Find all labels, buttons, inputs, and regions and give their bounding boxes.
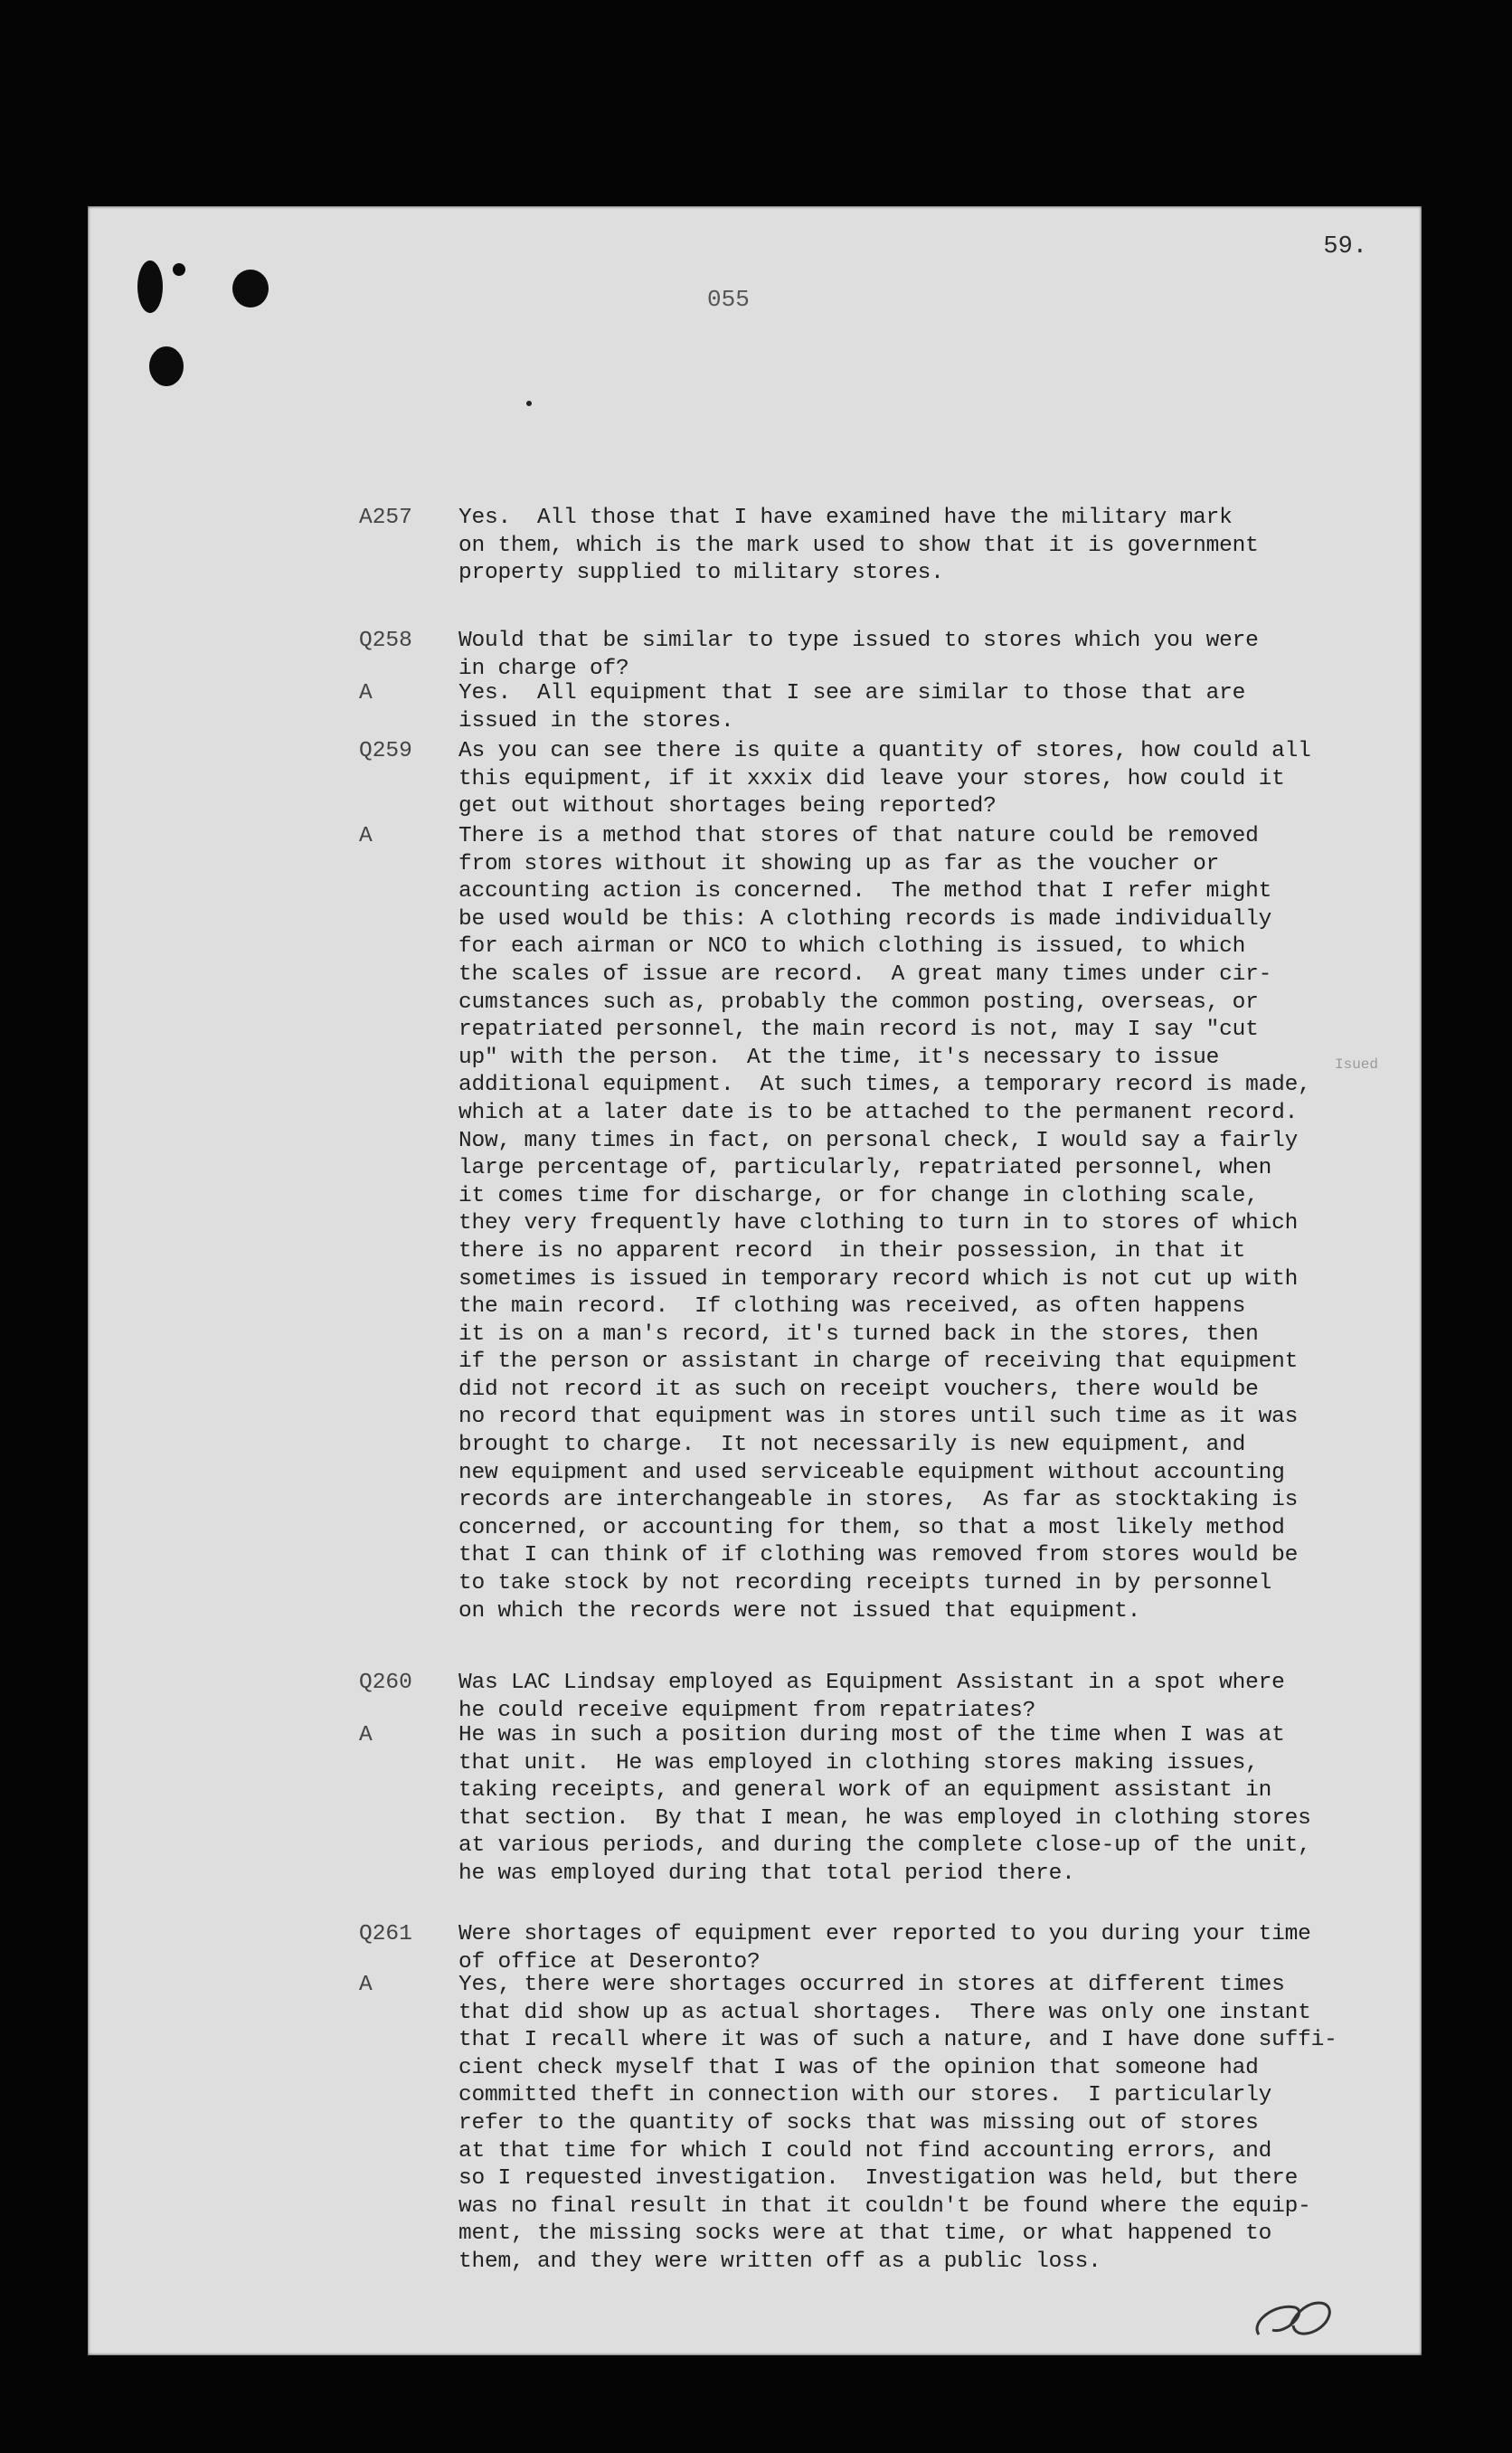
- text-line: on them, which is the mark used to show that it is government: [458, 533, 1259, 558]
- entry-text: [458, 1670, 1399, 1725]
- text-line: property supplied to military stores.: [458, 561, 944, 586]
- entry-text: [458, 680, 1399, 735]
- entry-label: A: [359, 1973, 373, 1997]
- text-line: the main record. If clothing was received, as often happens: [458, 1294, 1246, 1320]
- document-page: [88, 206, 1422, 2355]
- text-line: that I recall where it was of such a nature, and I have done suffi-: [458, 2028, 1337, 2053]
- text-line: Yes. All those that I have examined have the military mark: [458, 506, 1233, 530]
- entry-label: Q261: [359, 1922, 412, 1946]
- text-line: at that time for which I could not find accounting errors, and: [458, 2138, 1272, 2164]
- entry-label: Q260: [359, 1671, 412, 1695]
- text-line: that I can think of if clothing was removed from stores would be: [458, 1543, 1299, 1568]
- text-line: committed theft in connection with our stores. I particularly: [458, 2083, 1272, 2108]
- initials-signature-icon: [1241, 2285, 1349, 2348]
- entry-text: [458, 1921, 1399, 1976]
- text-line: on which the records were not issued that equipment.: [458, 1598, 1141, 1624]
- entry-label: Q258: [359, 629, 412, 653]
- text-line: in charge of?: [458, 656, 629, 681]
- text-line: As you can see there is quite a quantity of stores, how could all: [458, 739, 1311, 763]
- text-line: Would that be similar to type issued to stores which you were: [458, 629, 1259, 653]
- text-line: was no final result in that it couldn't be found where the equip-: [458, 2193, 1311, 2219]
- text-line: He was in such a position during most of the time when I was at: [458, 1723, 1285, 1747]
- text-line: issued in the stores.: [458, 708, 734, 734]
- text-line: did not record it as such on receipt vouchers, there would be: [458, 1377, 1259, 1402]
- text-line: that section. By that I mean, he was employed in clothing stores: [458, 1805, 1311, 1831]
- text-line: no record that equipment was in stores until such time as it was: [458, 1405, 1299, 1430]
- page-number: 59.: [1323, 233, 1367, 260]
- entry-label: A: [359, 681, 373, 706]
- ink-speck: [526, 401, 532, 406]
- text-line: Were shortages of equipment ever reported to you during your time: [458, 1922, 1311, 1946]
- text-line: Yes, there were shortages occurred in stores at different times: [458, 1973, 1285, 1997]
- text-line: There is a method that stores of that nature could be removed: [458, 824, 1259, 848]
- text-line: from stores without it showing up as far as the voucher or: [458, 851, 1220, 876]
- text-line: them, and they were written off as a public loss.: [458, 2249, 1101, 2274]
- entry-label: A: [359, 824, 373, 848]
- punch-hole-mark: [173, 263, 185, 276]
- document-number-stamp: 055: [707, 286, 750, 313]
- text-line: sometimes is issued in temporary record which is not cut up with: [458, 1266, 1299, 1292]
- text-line: be used would be this: A clothing records is made individually: [458, 906, 1272, 932]
- entry-text: [458, 1722, 1399, 1889]
- text-line: at various periods, and during the complete close-up of the unit,: [458, 1833, 1311, 1859]
- text-line: they very frequently have clothing to turn in to stores of which: [458, 1211, 1299, 1236]
- entry-text: [458, 1972, 1399, 2277]
- text-line: it is on a man's record, it's turned back in the stores, then: [458, 1321, 1259, 1347]
- punch-hole-mark: [232, 270, 269, 308]
- text-line: he was employed during that total period there.: [458, 1861, 1075, 1886]
- text-line: concerned, or accounting for them, so that a most likely method: [458, 1515, 1285, 1540]
- punch-hole-mark: [137, 260, 163, 313]
- entry-label: Q259: [359, 739, 412, 763]
- text-line: repatriated personnel, the main record is not, may I say "cut: [458, 1018, 1259, 1043]
- text-line: cient check myself that I was of the opinion that someone had: [458, 2055, 1259, 2080]
- entry-text: [458, 738, 1399, 821]
- text-line: it comes time for discharge, or for change in clothing scale,: [458, 1183, 1259, 1208]
- text-line: ment, the missing socks were at that time, or what happened to: [458, 2221, 1272, 2247]
- text-line: that did show up as actual shortages. There was only one instant: [458, 2000, 1311, 2025]
- text-line: cumstances such as, probably the common posting, overseas, or: [458, 990, 1259, 1015]
- text-line: taking receipts, and general work of an equipment assistant in: [458, 1778, 1272, 1804]
- text-line: he could receive equipment from repatriates?: [458, 1698, 1036, 1723]
- text-line: large percentage of, particularly, repatriated personnel, when: [458, 1156, 1272, 1181]
- entry-text: [458, 505, 1399, 588]
- entry-label: A: [359, 1723, 373, 1747]
- text-line: up" with the person. At the time, it's necessary to issue: [458, 1045, 1220, 1070]
- entry-text: [458, 628, 1399, 683]
- text-line: accounting action is concerned. The method that I refer might: [458, 879, 1272, 904]
- text-line: the scales of issue are record. A great many times under cir-: [458, 961, 1272, 987]
- text-line: so I requested investigation. Investigation was held, but there: [458, 2166, 1299, 2192]
- text-line: records are interchangeable in stores, As far as stocktaking is: [458, 1488, 1299, 1513]
- text-line: additional equipment. At such times, a temporary record is made,: [458, 1073, 1311, 1098]
- text-line: refer to the quantity of socks that was missing out of stores: [458, 2110, 1259, 2136]
- margin-note: Isued: [1334, 1056, 1378, 1073]
- text-line: brought to charge. It not necessarily is new equipment, and: [458, 1433, 1246, 1458]
- text-line: Now, many times in fact, on personal check, I would say a fairly: [458, 1128, 1299, 1153]
- entry-text: [458, 823, 1399, 1625]
- text-line: which at a later date is to be attached to the permanent record.: [458, 1100, 1299, 1125]
- text-line: if the person or assistant in charge of receiving that equipment: [458, 1350, 1299, 1375]
- text-line: for each airman or NCO to which clothing is issued, to which: [458, 934, 1246, 960]
- text-line: that unit. He was employed in clothing stores making issues,: [458, 1750, 1259, 1776]
- text-line: there is no apparent record in their possession, in that it: [458, 1238, 1246, 1264]
- text-line: of office at Deseronto?: [458, 1949, 761, 1975]
- text-line: get out without shortages being reported?: [458, 794, 997, 819]
- punch-hole-mark: [149, 346, 184, 386]
- text-line: to take stock by not recording receipts turned in by personnel: [458, 1571, 1272, 1596]
- text-line: Yes. All equipment that I see are similar to those that are: [458, 681, 1246, 706]
- entry-label: A257: [359, 506, 412, 530]
- text-line: new equipment and used serviceable equipment without accounting: [458, 1460, 1285, 1485]
- text-line: this equipment, if it xxxix did leave your stores, how could it: [458, 766, 1285, 791]
- text-line: Was LAC Lindsay employed as Equipment Assistant in a spot where: [458, 1671, 1285, 1695]
